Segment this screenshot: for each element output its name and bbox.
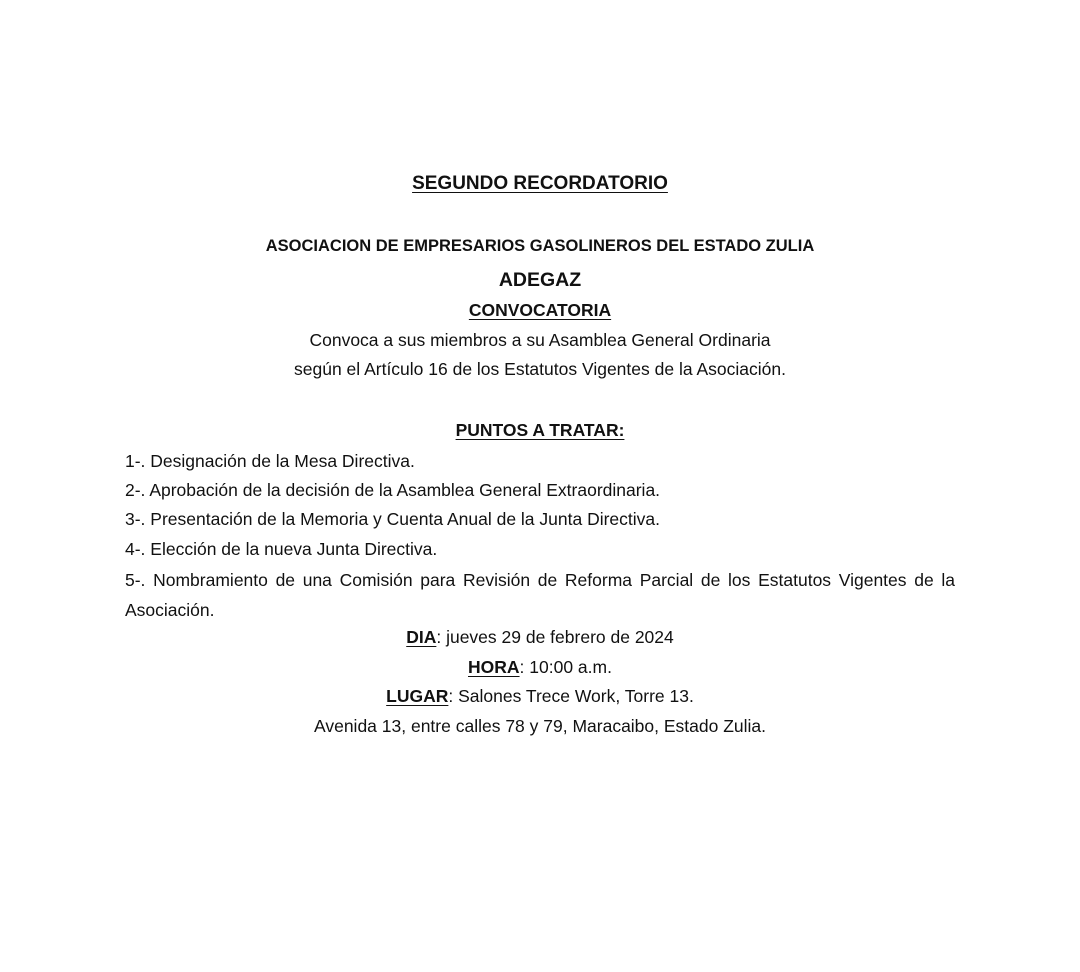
place-line: [0, 684, 1080, 708]
agenda-item-1: 1-. Designación de la Mesa Directiva.: [125, 451, 415, 471]
date-line: [0, 625, 1080, 649]
organization-name: ASOCIACION DE EMPRESARIOS GASOLINEROS DEL ESTADO ZULIA: [265, 237, 815, 255]
convocatoria-heading: CONVOCATORIA: [468, 300, 612, 320]
place-value: : Salones Trece Work, Torre 13.: [448, 686, 694, 706]
time-label: HORA: [468, 657, 520, 677]
agenda-item-2: 2-. Aprobación de la decisión de la Asamblea General Extraordinaria.: [125, 480, 661, 500]
agenda-item-4: 4-. Elección de la nueva Junta Directiva.: [125, 539, 438, 559]
points-heading: PUNTOS A TRATAR:: [455, 420, 625, 440]
date-value: : jueves 29 de febrero de 2024: [436, 627, 674, 647]
date-label: DIA: [406, 627, 437, 647]
document-title: SEGUNDO RECORDATORIO: [412, 173, 668, 194]
address-line: Avenida 13, entre calles 78 y 79, Maracaibo, Estado Zulia.: [313, 716, 767, 736]
place-label: LUGAR: [386, 686, 449, 706]
agenda-item-5: 5-. Nombramiento de una Comisión para Revisión de Reforma Parcial de los Estatutos Vigentes de la Asociación.: [125, 570, 955, 620]
convocatoria-line-1: Convoca a sus miembros a su Asamblea General Ordinaria: [309, 330, 771, 350]
convocatoria-line-2: según el Artículo 16 de los Estatutos Vigentes de la Asociación.: [294, 359, 786, 379]
organization-acronym: ADEGAZ: [498, 269, 582, 291]
agenda-item-3: 3-. Presentación de la Memoria y Cuenta Anual de la Junta Directiva.: [125, 509, 661, 529]
time-value: : 10:00 a.m.: [519, 657, 612, 677]
time-line: [0, 655, 1080, 679]
